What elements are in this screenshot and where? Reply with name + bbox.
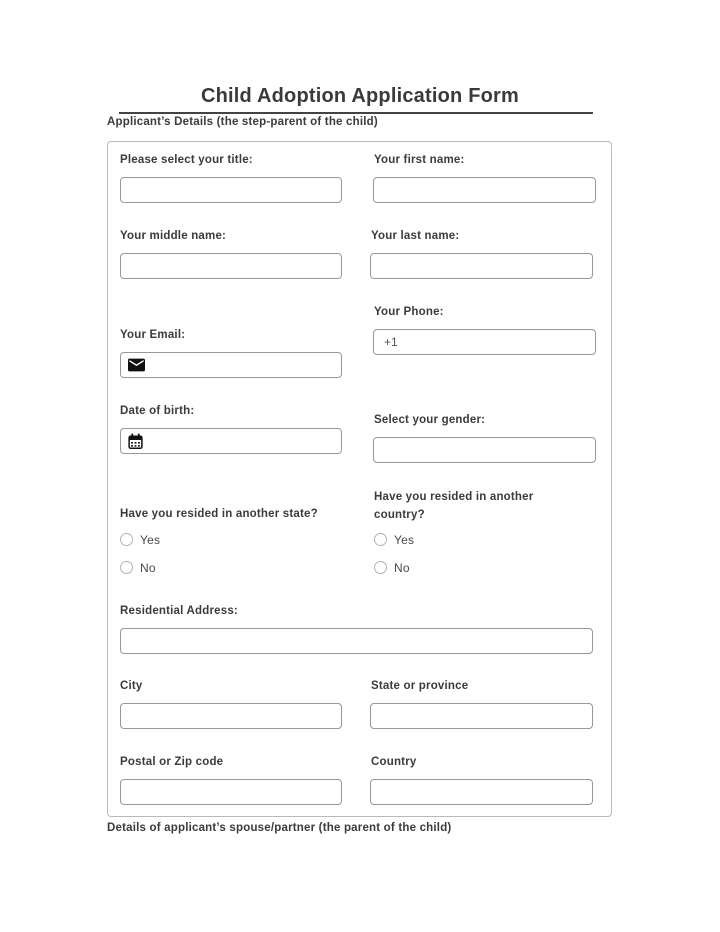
radio-unchecked-icon[interactable]: [120, 561, 133, 574]
address-label: Residential Address:: [120, 605, 238, 617]
page-title: Child Adoption Application Form: [200, 85, 519, 107]
middle-name-input[interactable]: [120, 253, 342, 279]
section-heading-spouse: Details of applicant’s spouse/partner (the parent of the child): [107, 822, 452, 834]
last-name-input[interactable]: [370, 253, 593, 279]
title-select-input[interactable]: [120, 177, 342, 203]
resided-country-yes-option[interactable]: [374, 532, 414, 547]
radio-unchecked-icon[interactable]: [374, 561, 387, 574]
section-heading-applicant: Applicant’s Details (the step-parent of the child): [107, 116, 378, 128]
phone-label: Your Phone:: [374, 306, 444, 318]
radio-unchecked-icon[interactable]: [374, 533, 387, 546]
gender-input[interactable]: [373, 437, 596, 463]
state-province-label: State or province: [371, 680, 469, 692]
radio-option-label: No: [394, 560, 410, 575]
resided-country-question: Have you resided in another country?: [374, 491, 534, 521]
resided-state-question: Have you resided in another state?: [120, 508, 318, 520]
city-label: City: [120, 680, 143, 692]
email-label: Your Email:: [120, 329, 186, 341]
dob-label: Date of birth:: [120, 405, 195, 417]
resided-country-no-option[interactable]: [374, 560, 410, 575]
dob-input-wrapper: [120, 428, 342, 454]
country-input[interactable]: [370, 779, 593, 805]
email-input[interactable]: [120, 352, 342, 378]
radio-option-label: Yes: [140, 532, 161, 547]
dob-input[interactable]: [120, 428, 342, 454]
state-province-input[interactable]: [370, 703, 593, 729]
city-input[interactable]: [120, 703, 342, 729]
gender-label: Select your gender:: [374, 414, 486, 426]
radio-unchecked-icon[interactable]: [120, 533, 133, 546]
email-input-wrapper: [120, 352, 342, 378]
resided-state-yes-option[interactable]: [120, 532, 160, 547]
resided-state-no-option[interactable]: [120, 560, 156, 575]
postal-code-label: Postal or Zip code: [120, 756, 224, 768]
title-select-label: Please select your title:: [120, 154, 253, 166]
middle-name-label: Your middle name:: [120, 230, 227, 242]
country-label: Country: [371, 756, 417, 768]
first-name-label: Your first name:: [374, 154, 465, 166]
last-name-label: Your last name:: [371, 230, 460, 242]
first-name-input[interactable]: [373, 177, 596, 203]
postal-code-input[interactable]: [120, 779, 342, 805]
phone-input[interactable]: [373, 329, 596, 355]
title-underline: [119, 112, 593, 114]
radio-option-label: Yes: [394, 532, 415, 547]
address-input[interactable]: [120, 628, 593, 654]
radio-option-label: No: [140, 560, 156, 575]
